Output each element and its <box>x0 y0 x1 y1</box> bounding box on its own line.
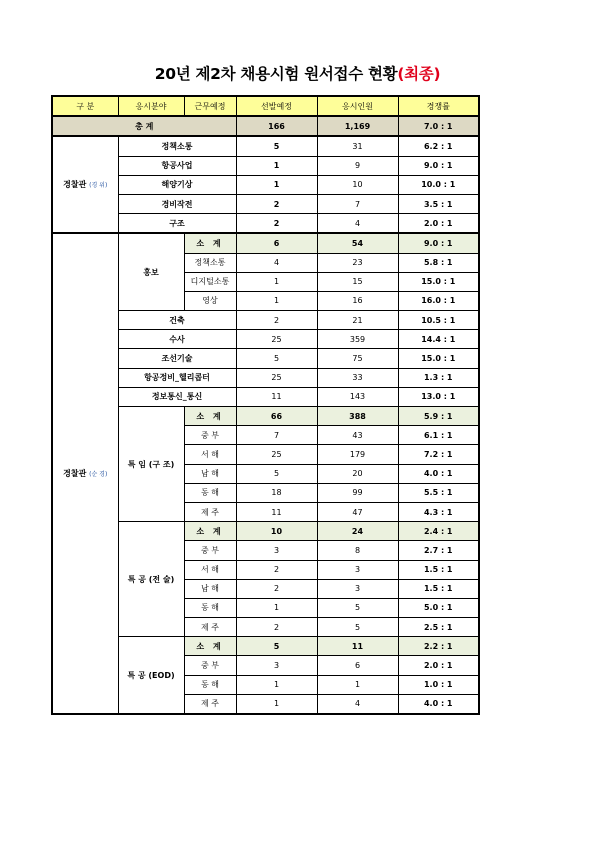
planned-cell: 25 <box>236 368 317 387</box>
planned-cell: 11 <box>236 387 317 406</box>
table-row <box>52 136 479 156</box>
ratio-cell: 4.0 : 1 <box>398 464 479 483</box>
applicants-cell: 359 <box>317 330 398 349</box>
place-cell: 영상 <box>184 291 236 310</box>
applicants-cell: 6 <box>317 656 398 675</box>
subtotal-planned: 5 <box>236 637 317 656</box>
ratio-cell: 4.0 : 1 <box>398 694 479 714</box>
header-cell: 응시분야 <box>118 96 184 116</box>
subtotal-ratio: 9.0 : 1 <box>398 233 479 253</box>
planned-cell: 1 <box>236 175 317 194</box>
ratio-cell: 16.0 : 1 <box>398 291 479 310</box>
ratio-cell: 3.5 : 1 <box>398 194 479 213</box>
applicants-cell: 8 <box>317 541 398 560</box>
planned-cell: 2 <box>236 579 317 598</box>
total-planned: 166 <box>236 116 317 136</box>
planned-cell: 1 <box>236 598 317 617</box>
ratio-cell: 6.1 : 1 <box>398 426 479 445</box>
ratio-cell: 5.5 : 1 <box>398 483 479 502</box>
applicants-cell: 4 <box>317 694 398 714</box>
group-rank-note: (순 경) <box>89 470 108 478</box>
planned-cell: 18 <box>236 483 317 502</box>
field-cell: 항공정비_헬리콥터 <box>118 368 236 387</box>
title-main: 20년 제2차 채용시험 원서접수 현황 <box>154 65 398 83</box>
planned-cell: 2 <box>236 618 317 637</box>
applicants-cell: 99 <box>317 483 398 502</box>
subtotal-label: 소 계 <box>184 233 236 253</box>
group-label-inspector <box>52 136 118 233</box>
planned-cell: 1 <box>236 156 317 175</box>
ratio-cell: 5.8 : 1 <box>398 253 479 272</box>
subtotal-applicants: 388 <box>317 407 398 426</box>
header-cell: 선발예정 <box>236 96 317 116</box>
applicants-cell: 31 <box>317 136 398 156</box>
applicants-cell: 3 <box>317 579 398 598</box>
total-row <box>52 116 479 136</box>
place-cell: 정책소통 <box>184 253 236 272</box>
field-cell: 특 임 (구 조) <box>118 407 184 522</box>
header-cell: 구 분 <box>52 96 118 116</box>
place-cell: 동 해 <box>184 675 236 694</box>
applicants-cell: 143 <box>317 387 398 406</box>
subtotal-label: 소 계 <box>184 407 236 426</box>
applicants-cell: 43 <box>317 426 398 445</box>
group-label: 경찰관 <box>63 468 87 478</box>
subtotal-applicants: 11 <box>317 637 398 656</box>
subtotal-label: 소 계 <box>184 522 236 541</box>
planned-cell: 1 <box>236 272 317 291</box>
ratio-cell: 6.2 : 1 <box>398 136 479 156</box>
place-cell: 동 해 <box>184 483 236 502</box>
place-cell: 남 해 <box>184 579 236 598</box>
field-cell: 해양기상 <box>118 175 236 194</box>
applicants-cell: 33 <box>317 368 398 387</box>
planned-cell: 4 <box>236 253 317 272</box>
place-cell: 중 부 <box>184 656 236 675</box>
planned-cell: 7 <box>236 426 317 445</box>
applicants-cell: 16 <box>317 291 398 310</box>
applicants-cell: 20 <box>317 464 398 483</box>
planned-cell: 1 <box>236 694 317 714</box>
total-applicants: 1,169 <box>317 116 398 136</box>
ratio-cell: 1.0 : 1 <box>398 675 479 694</box>
page-title <box>0 62 595 84</box>
place-cell: 제 주 <box>184 618 236 637</box>
group-label-officer <box>52 233 118 714</box>
planned-cell: 2 <box>236 560 317 579</box>
field-cell: 건축 <box>118 311 236 330</box>
field-cell: 조선기술 <box>118 349 236 368</box>
place-cell: 중 부 <box>184 426 236 445</box>
applicants-cell: 3 <box>317 560 398 579</box>
field-cell: 홍보 <box>118 233 184 310</box>
ratio-cell: 4.3 : 1 <box>398 502 479 521</box>
ratio-cell: 1.3 : 1 <box>398 368 479 387</box>
applicants-cell: 15 <box>317 272 398 291</box>
title-highlight: (최종) <box>397 65 441 83</box>
field-cell: 특 공 (EOD) <box>118 637 184 714</box>
ratio-cell: 5.0 : 1 <box>398 598 479 617</box>
group-rank-note: (경 위) <box>89 181 108 189</box>
planned-cell: 5 <box>236 136 317 156</box>
subtotal-planned: 6 <box>236 233 317 253</box>
planned-cell: 25 <box>236 445 317 464</box>
place-cell: 디지털소통 <box>184 272 236 291</box>
field-cell: 항공사업 <box>118 156 236 175</box>
place-cell: 제 주 <box>184 502 236 521</box>
ratio-cell: 2.0 : 1 <box>398 656 479 675</box>
ratio-cell: 2.7 : 1 <box>398 541 479 560</box>
planned-cell: 5 <box>236 349 317 368</box>
place-cell: 동 해 <box>184 598 236 617</box>
applicants-cell: 179 <box>317 445 398 464</box>
subtotal-applicants: 24 <box>317 522 398 541</box>
applicants-cell: 9 <box>317 156 398 175</box>
place-cell: 남 해 <box>184 464 236 483</box>
place-cell: 중 부 <box>184 541 236 560</box>
applicants-cell: 5 <box>317 618 398 637</box>
header-cell: 근무예정 <box>184 96 236 116</box>
ratio-cell: 9.0 : 1 <box>398 156 479 175</box>
ratio-cell: 13.0 : 1 <box>398 387 479 406</box>
ratio-cell: 1.5 : 1 <box>398 560 479 579</box>
planned-cell: 1 <box>236 675 317 694</box>
ratio-cell: 10.0 : 1 <box>398 175 479 194</box>
ratio-cell: 15.0 : 1 <box>398 349 479 368</box>
applicants-cell: 21 <box>317 311 398 330</box>
group-label: 경찰관 <box>63 179 87 189</box>
ratio-cell: 2.0 : 1 <box>398 214 479 234</box>
table-row <box>52 233 479 253</box>
header-cell: 경쟁률 <box>398 96 479 116</box>
place-cell: 서 해 <box>184 445 236 464</box>
subtotal-ratio: 2.4 : 1 <box>398 522 479 541</box>
planned-cell: 2 <box>236 311 317 330</box>
applicants-cell: 47 <box>317 502 398 521</box>
field-cell: 구조 <box>118 214 236 234</box>
subtotal-ratio: 2.2 : 1 <box>398 637 479 656</box>
planned-cell: 11 <box>236 502 317 521</box>
subtotal-ratio: 5.9 : 1 <box>398 407 479 426</box>
ratio-cell: 1.5 : 1 <box>398 579 479 598</box>
field-cell: 특 공 (전 술) <box>118 522 184 637</box>
total-ratio: 7.0 : 1 <box>398 116 479 136</box>
field-cell: 경비작전 <box>118 194 236 213</box>
field-cell: 정보통신_통신 <box>118 387 236 406</box>
subtotal-label: 소 계 <box>184 637 236 656</box>
subtotal-planned: 10 <box>236 522 317 541</box>
header-cell: 응시인원 <box>317 96 398 116</box>
ratio-cell: 7.2 : 1 <box>398 445 479 464</box>
planned-cell: 2 <box>236 214 317 234</box>
subtotal-planned: 66 <box>236 407 317 426</box>
place-cell: 서 해 <box>184 560 236 579</box>
place-cell: 제 주 <box>184 694 236 714</box>
applicants-cell: 23 <box>317 253 398 272</box>
ratio-cell: 15.0 : 1 <box>398 272 479 291</box>
planned-cell: 1 <box>236 291 317 310</box>
ratio-cell: 10.5 : 1 <box>398 311 479 330</box>
planned-cell: 5 <box>236 464 317 483</box>
applicants-cell: 7 <box>317 194 398 213</box>
field-cell: 수사 <box>118 330 236 349</box>
planned-cell: 2 <box>236 194 317 213</box>
applicants-cell: 10 <box>317 175 398 194</box>
applicants-cell: 75 <box>317 349 398 368</box>
header-row <box>52 96 479 116</box>
planned-cell: 3 <box>236 656 317 675</box>
applicants-cell: 1 <box>317 675 398 694</box>
total-label: 총 계 <box>52 116 236 136</box>
planned-cell: 3 <box>236 541 317 560</box>
applicants-cell: 4 <box>317 214 398 234</box>
subtotal-applicants: 54 <box>317 233 398 253</box>
recruitment-table <box>51 95 480 715</box>
ratio-cell: 2.5 : 1 <box>398 618 479 637</box>
field-cell: 정책소통 <box>118 136 236 156</box>
planned-cell: 25 <box>236 330 317 349</box>
applicants-cell: 5 <box>317 598 398 617</box>
ratio-cell: 14.4 : 1 <box>398 330 479 349</box>
